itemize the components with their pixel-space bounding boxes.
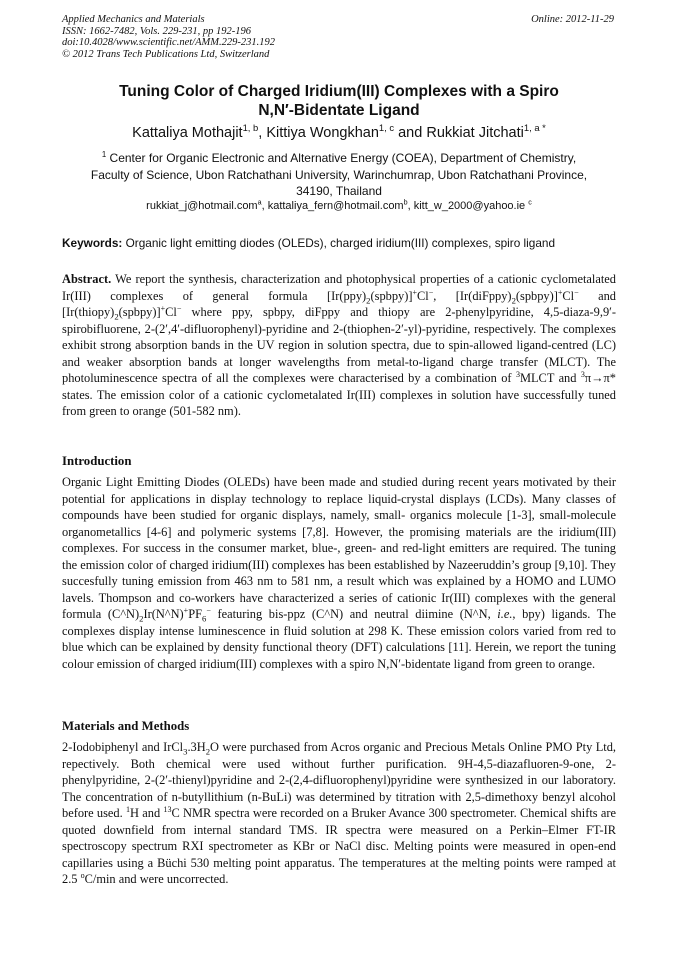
issn-line: ISSN: 1662-7482, Vols. 229-231, pp 192-196 (62, 25, 251, 37)
affiliation-line-2: Faculty of Science, Ubon Ratchathani University, Warinchumrap, Ubon Ratchathani Province, (90, 167, 588, 182)
materials-text: H and (130, 806, 164, 820)
online-date: Online: 2012-11-29 (531, 14, 614, 25)
superscript: 3 (580, 369, 585, 379)
superscript: o (80, 870, 85, 880)
affiliation (62, 150, 616, 200)
affiliation-line-1 (62, 150, 616, 167)
abstract-text: We report the synthesis, characterization and photophysical properties of a cationic cyclometalated Ir(III) complexes of general formula [Ir(ppy) (62, 272, 616, 303)
superscript: + (183, 605, 189, 615)
author-emails (62, 199, 616, 213)
superscript: − (428, 287, 434, 297)
journal-name: Applied Mechanics and Materials (62, 14, 205, 25)
abstract-text: (spbpy)] (515, 288, 558, 303)
author-separator: and (394, 125, 427, 141)
superscript: + (412, 287, 418, 297)
email-2-mark: b (403, 198, 408, 207)
subscript: 2 (366, 294, 371, 305)
materials-text: O were purchased from Acros organic and Precious Metals Online PMO Pty Ltd, repectively. Both chemical were used without further purification. 9H-4,5-diazafluoren-9-one, 2-phenylpyridine, 2-(2′-thienyl)pyridine and 2-(2,4-difluorophenyl)pyridine were synthesized in our laboratory. The concentration of n-butyllithium (n-BuLi) was determined by titration with 2,5-dimethoxy benzyl alcohol before used. (62, 740, 616, 820)
subscript: 2 (205, 746, 211, 757)
author-1-affil: 1, b (242, 122, 259, 134)
introduction-paragraph (62, 474, 616, 672)
email-1[interactable]: rukkiat_j@hotmail.com (146, 200, 258, 212)
email-3[interactable]: , kitt_w_2000@yahoo.ie (407, 200, 529, 212)
subscript: 2 (511, 294, 516, 305)
superscript: 3 (515, 369, 520, 379)
author-3: Rukkiat Jitchati (426, 125, 524, 141)
abstract-label: Abstract. (62, 272, 112, 286)
abstract-text: MLCT and (519, 371, 581, 385)
title-line-1: Tuning Color of Charged Iridium(III) Complexes with a Spiro (119, 83, 559, 100)
keywords (62, 236, 616, 251)
email-2[interactable]: , kattaliya_fern@hotmail.com (261, 200, 404, 212)
author-1: Kattaliya Mothajit (132, 125, 243, 141)
intro-text: , bpy) ligands. The complexes display intense luminescence in fluid solution at 298 K. These emission colors varied from red to blue which can be explained by density functional theory (DFT) calculations [11]. Herein, we report the tuning colour emission of charged iridium(III) complexes with a spiro N,N′-bidentate ligand from green to orange. (62, 607, 616, 671)
materials-heading: Materials and Methods (62, 719, 190, 733)
doi-line: doi:10.4028/www.scientific.net/AMM.229-231.192 (62, 37, 275, 48)
intro-text: Organic Light Emitting Diodes (OLEDs) have been made and studied during recent years motivated by their potential for applications in display technology to replace liquid-crystal displays (LCDs). Many classes of compounds have been studied for organic displays, namely, small- organics molecule [1-3], small-molecule organometallics [4-6] and polymeric systems [7,8]. However, the promising materials are the iridium(III) complexes. For success in the consumer market, blue-, green- and red-light emitters are required. The tuning the emission color of charged iridium(III) complexes has been established by Nazeeruddin’s group [9,10]. They succesfully tuning emission from 463 nm to 581 nm, a result which was explained by a HOMO and LUMO lavels. Thompson and co-workers have characterized a series of cationic Ir(III) complexes with the general formula (C^N) (62, 475, 616, 621)
superscript: − (176, 303, 182, 313)
abstract-text: Cl (165, 305, 177, 319)
subscript: 2 (139, 613, 144, 624)
journal-header (62, 14, 275, 60)
materials-text: .3H (187, 740, 206, 754)
email-3-mark: c (528, 198, 532, 207)
abstract-text: Cl (562, 288, 575, 303)
materials-paragraph (62, 739, 616, 888)
author-list (62, 124, 616, 142)
abstract-text: (spbpy)] (370, 288, 413, 303)
subscript: 3 (183, 746, 188, 757)
abstract-text: where ppy, spbpy, diFppy and thiopy are 2-phenylpyridine, 4,5-diaza-9,9′-spirobifluorene, 2-(2′,4′-difluorophenyl)-pyridine and 2-(thiophen-2′-yl)-pyridine, respectively. The complexes exhibit strong absorption bands in the UV region in solution spectra, due to spin-allowed ligand-centred (LC) and weaker absorption bands at longer wavelengths from metal-to-ligand charge transfer (MLCT). The photoluminescence spectra of all the complexes were characterised by a combination of (62, 305, 616, 385)
affiliation-number: 1 (101, 150, 107, 159)
materials-text: C/min and were uncorrected. (84, 872, 229, 886)
affiliation-line-3: 34190, Thailand (296, 184, 382, 198)
copyright-line: © 2012 Trans Tech Publications Ltd, Switzerland (62, 48, 270, 60)
materials-text: C NMR spectra were recorded on a Bruker Avance 300 spectrometer. Chemical shifts are quoted downfield from internal standard TMS. IR spectra were measured on a Perkin–Elmer FT-IR spectroscopy spectrum RXI spectrometer as KBr or NaCl disc. Melting points were measured in open-end capillaries using a Büchi 530 melting point apparatus. The temperatures at the melting points were ramped at 2.5 (62, 806, 616, 886)
superscript: 1 (126, 804, 131, 814)
title-line-2: N,N′-Bidentate Ligand (258, 102, 420, 119)
superscript: − (206, 605, 211, 615)
superscript: + (160, 303, 166, 313)
subscript: 2 (114, 311, 119, 322)
intro-text: featuring bis-ppz (C^N) and neutral diimine (N^N, (210, 607, 498, 621)
abstract-paragraph (62, 271, 616, 420)
affiliation-text: Center for Organic Electronic and Alternative Energy (COEA), Department of Chemistry, (106, 151, 577, 165)
author-3-affil: 1, a * (523, 122, 546, 134)
introduction-heading: Introduction (62, 454, 132, 468)
author-2-affil: 1, c (378, 122, 395, 134)
keywords-label: Keywords: (62, 236, 123, 250)
abstract-text: Cl (417, 288, 429, 303)
superscript: + (557, 287, 563, 297)
paper-title (62, 82, 616, 120)
abstract-text: , [Ir(diFppy) (433, 288, 512, 303)
abstract-text: and [Ir(thiopy) (62, 288, 616, 319)
abstract-text: π→π* states. The emission color of a cationic cyclometalated Ir(III) complexes in solution have successfully tuned from green to orange (501-582 nm). (62, 371, 616, 418)
subscript: 6 (202, 613, 207, 624)
intro-text: PF (188, 607, 202, 621)
materials-text: 2-Iodobiphenyl and IrCl (62, 740, 184, 754)
intro-italic: i.e. (497, 607, 513, 621)
author-separator: , (258, 125, 267, 141)
author-2: Kittiya Wongkhan (266, 125, 379, 141)
intro-text: Ir(N^N) (143, 607, 184, 621)
superscript: 13 (163, 804, 172, 814)
keywords-text: Organic light emitting diodes (OLEDs), charged iridium(III) complexes, spiro ligand (122, 236, 556, 250)
email-1-mark: a (257, 198, 262, 207)
superscript: − (574, 287, 579, 297)
abstract-text: (spbpy)] (118, 305, 161, 319)
